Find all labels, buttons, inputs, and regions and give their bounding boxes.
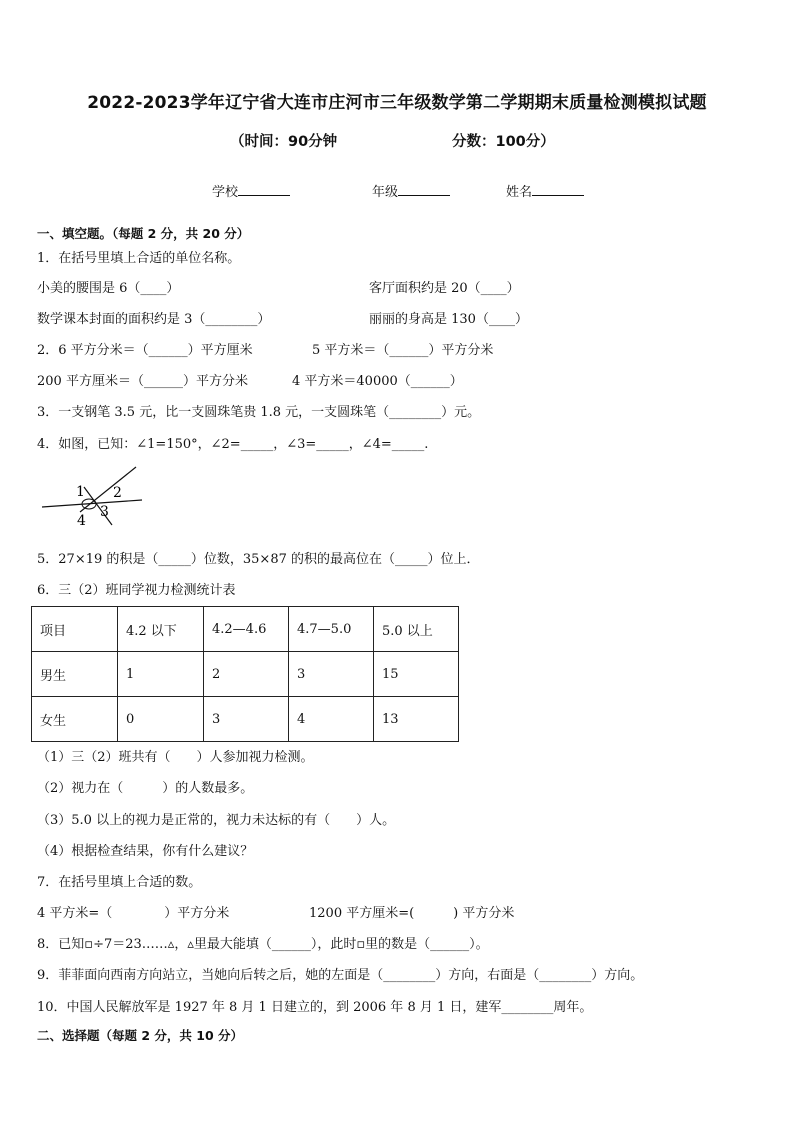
section-1-heading: 一、填空题。（每题 2 分，共 20 分） — [37, 226, 250, 241]
section-2-heading: 二、选择题（每题 2 分，共 10 分） — [37, 1028, 244, 1043]
page-title: 2022-2023学年辽宁省大连市庄河市三年级数学第二学期期末质量检测模拟试题 — [87, 93, 707, 113]
angle-label-2: 2 — [113, 485, 122, 501]
question-3: 3．一支钢笔 3.5 元，比一支圆珠笔贵 1.8 元，一支圆珠笔（________）元。 — [37, 405, 481, 420]
q2-item-a: 2．6 平方分米＝（______）平方厘米 — [37, 343, 253, 358]
question-5: 5．27×19 的积是（_____）位数，35×87 的积的最高位在（_____）位上． — [37, 552, 480, 567]
question-10: 10．中国人民解放军是 1927 年 8 月 1 日建立的，到 2006 年 8 月 1 日，建军________周年。 — [37, 1000, 593, 1015]
name-field[interactable]: 姓名 — [506, 181, 584, 200]
q1-item-a: 小美的腰围是 6（____） — [37, 281, 180, 296]
q6-sub-1: （1）三（2）班共有（ ）人参加视力检测。 — [37, 750, 314, 765]
q2-item-d: 4 平方米＝40000（______） — [292, 374, 463, 389]
q7-item-a: 4 平方米=（ ）平方分米 — [37, 906, 230, 921]
q7-item-b: 1200 平方厘米=( ) 平方分米 — [309, 906, 515, 921]
angle-label-1: 1 — [76, 484, 85, 500]
q1-item-b: 客厅面积约是 20（____） — [369, 281, 520, 296]
angle-label-4: 4 — [77, 513, 86, 529]
q2-item-b: 5 平方米＝（______）平方分米 — [312, 343, 494, 358]
table-row: 男生 1 2 3 15 — [32, 652, 459, 697]
q1-item-c: 数学课本封面的面积约是 3（________） — [37, 312, 271, 327]
question-6: 6．三（2）班同学视力检测统计表 — [37, 583, 236, 598]
question-7: 7．在括号里填上合适的数。 — [37, 875, 202, 890]
grade-field[interactable]: 年级 — [372, 181, 450, 200]
question-1: 1．在括号里填上合适的单位名称。 — [37, 251, 241, 266]
question-4: 4．如图，已知：∠1=150°，∠2=_____，∠3=_____，∠4=_____. — [37, 437, 429, 452]
exam-time: （时间：90分钟 — [230, 134, 338, 150]
question-8: 8．已知▫÷7＝23……▵，▵里最大能填（______），此时▫里的数是（______）。 — [37, 937, 489, 952]
q6-sub-2: （2）视力在（ ）的人数最多。 — [37, 781, 254, 796]
q6-sub-3: （3）5.0 以上的视力是正常的，视力未达标的有（ ）人。 — [37, 813, 396, 828]
vision-table — [31, 606, 459, 742]
table-row: 项目 4.2 以下 4.2—4.6 4.7—5.0 5.0 以上 — [32, 607, 459, 652]
school-field[interactable]: 学校 — [212, 181, 290, 200]
q6-sub-4: （4）根据检查结果，你有什么建议？ — [37, 844, 254, 859]
angle-label-3: 3 — [100, 504, 109, 520]
exam-score: 分数：100分） — [452, 134, 555, 150]
table-row: 女生 0 3 4 13 — [32, 697, 459, 742]
q2-item-c: 200 平方厘米＝（______）平方分米 — [37, 374, 248, 389]
question-9: 9．菲菲面向西南方向站立，当她向后转之后，她的左面是（________）方向，右面是（________）方向。 — [37, 968, 644, 983]
angle-figure — [40, 465, 150, 531]
q1-item-d: 丽丽的身高是 130（____） — [369, 312, 528, 327]
